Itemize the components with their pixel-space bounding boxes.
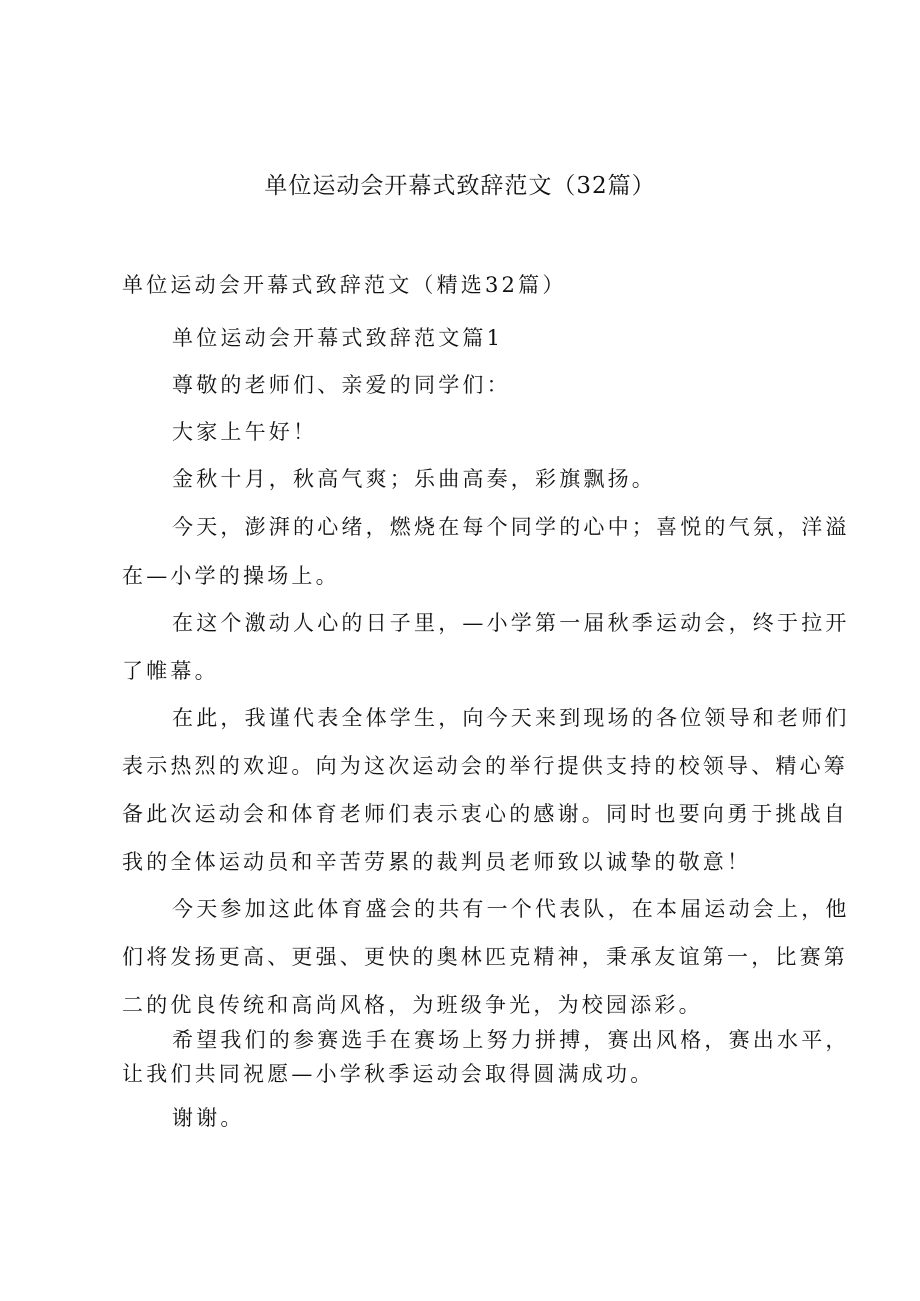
paragraph-line: 今天，澎湃的心绪，燃烧在每个同学的心中；喜悦的气氛，洋溢 (172, 515, 850, 539)
paragraph-line: 在此，我谨代表全体学生，向今天来到现场的各位领导和老师们 (172, 706, 850, 730)
page-title: 单位运动会开幕式致辞范文（32篇） (264, 173, 656, 199)
paragraph-line: 了帷幕。 (122, 659, 219, 683)
paragraph-line: 希望我们的参赛选手在赛场上努力拼搏，赛出风格，赛出水平， (172, 1028, 850, 1052)
section-heading: 单位运动会开幕式致辞范文篇1 (172, 326, 504, 350)
paragraph-line: 我的全体运动员和辛苦劳累的裁判员老师致以诚挚的敬意！ (122, 850, 752, 874)
paragraph-line: 金秋十月，秋高气爽；乐曲高奏，彩旗飘扬。 (172, 467, 656, 491)
greeting: 尊敬的老师们、亲爱的同学们： (172, 373, 511, 397)
paragraph-line: 表示热烈的欢迎。向为这次运动会的举行提供支持的校领导、精心筹 (122, 754, 848, 778)
paragraph-line: 在这个激动人心的日子里，—小学第一届秋季运动会，终于拉开 (172, 611, 850, 635)
closing-line: 谢谢。 (172, 1106, 245, 1130)
salutation: 大家上午好！ (172, 420, 318, 444)
paragraph-line: 备此次运动会和体育老师们表示衷心的感谢。同时也要向勇于挑战自 (122, 802, 848, 826)
document-subtitle: 单位运动会开幕式致辞范文（精选32篇） (122, 273, 567, 297)
paragraph-line: 今天参加这此体育盛会的共有一个代表队，在本届运动会上，他 (172, 897, 850, 921)
paragraph-line: 让我们共同祝愿—小学秋季运动会取得圆满成功。 (122, 1062, 655, 1086)
paragraph-line: 们将发扬更高、更强、更快的奥林匹克精神，秉承友谊第一，比赛第 (122, 945, 848, 969)
paragraph-line: 在—小学的操场上。 (122, 564, 340, 588)
paragraph-line: 二的优良传统和高尚风格，为班级争光，为校园添彩。 (122, 993, 703, 1017)
